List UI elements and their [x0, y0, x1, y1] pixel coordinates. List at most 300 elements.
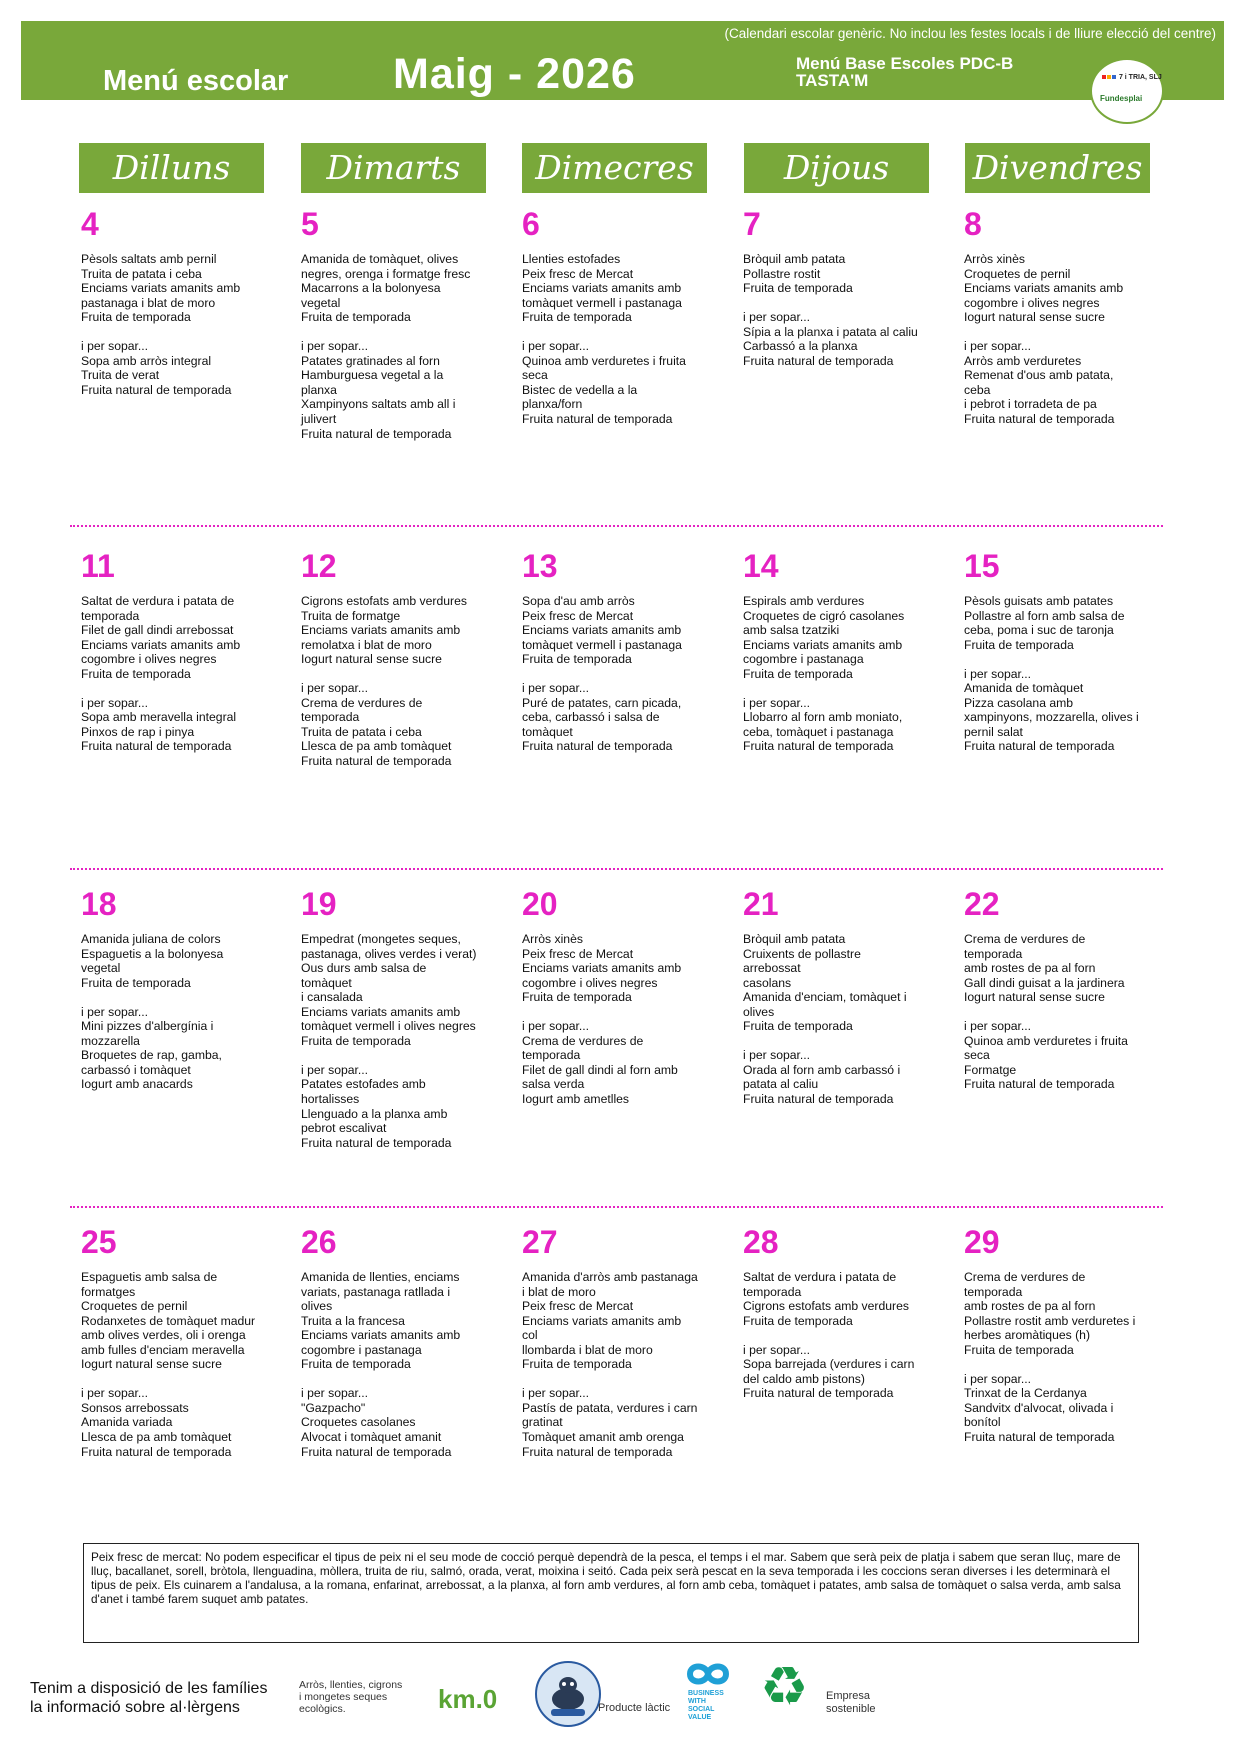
menu-line: amb salsa tzatziki [743, 623, 840, 638]
menu-line: Peix fresc de Mercat [522, 608, 634, 623]
menu-line: pebrot escalivat [301, 1121, 387, 1136]
menu-line: Saltat de verdura i patata de [81, 594, 235, 608]
menu-line: Pastís de patata, verdures i carn [522, 1400, 698, 1415]
menu-line: Enciams variats amanits amb [522, 623, 682, 638]
menu-line: Llobarro al forn amb moniato, [743, 710, 903, 725]
menu-line [743, 681, 921, 696]
menu-line: Fruita natural de temporada [743, 739, 894, 754]
menu-line: Formatge [964, 1062, 1017, 1077]
menu-line: negres, orenga i formatge fresc [301, 266, 471, 281]
bsv-text-line: SOCIAL [688, 1706, 715, 1713]
menu-line: Sandvitx d'alvocat, olivada i [964, 1400, 1114, 1415]
day-menu [301, 252, 479, 441]
day-number: 20 [522, 886, 558, 922]
menu-line: Fruita de temporada [81, 310, 191, 325]
menu-line: i per sopar... [301, 339, 369, 354]
menu-line: Mini pizzes d'albergínia i [81, 1019, 214, 1034]
menu-line: mozzarella [81, 1033, 140, 1048]
menu-line: Fruita natural de temporada [964, 1077, 1115, 1092]
menu-line: Quinoa amb verduretes i fruita [964, 1033, 1128, 1048]
menu-line: Fruita natural de temporada [522, 739, 673, 754]
day-menu [301, 932, 479, 1150]
logo-brand-text: 7 i TRIA, SLJ [1118, 74, 1162, 81]
menu-line: planxa [301, 382, 337, 397]
menu-name-line2: TASTA'M [796, 71, 869, 90]
menu-line [964, 652, 1142, 667]
allergen-line: la informació sobre al·lèrgens [30, 1699, 240, 1716]
menu-line: Amanida d'enciam, tomàquet i [743, 990, 907, 1005]
menu-line: Pollastre rostit [743, 266, 821, 281]
menu-line: Sípia a la planxa i patata al caliu [743, 324, 918, 339]
menu-line: tomàquet vermell i pastanaga [522, 637, 682, 652]
menu-line: "Gazpacho" [301, 1400, 366, 1415]
weekday-header: Dilluns [79, 143, 264, 193]
menu-line: Fruita de temporada [301, 1033, 411, 1048]
menu-line: seca [522, 368, 548, 383]
day-number: 28 [743, 1224, 779, 1260]
menu-line: casolans [743, 975, 792, 990]
menu-line: Crema de verdures de [301, 695, 423, 710]
day-number: 8 [964, 206, 982, 242]
company-logo [1090, 58, 1164, 124]
menu-line: Bròquil amb patata [743, 252, 846, 266]
menu-line [743, 1328, 921, 1343]
menu-line: i per sopar... [964, 1019, 1032, 1034]
day-number: 12 [301, 548, 337, 584]
menu-line [964, 1005, 1142, 1020]
menu-line: i per sopar... [81, 1004, 149, 1019]
menu-line: i per sopar... [301, 681, 369, 696]
menu-line: Macarrons a la bolonyesa [301, 281, 441, 296]
menu-line: Enciams variats amanits amb [301, 1004, 461, 1019]
menu-line: Fruita natural de temporada [743, 1092, 894, 1107]
menu-line: Alvocat i tomàquet amanit [301, 1430, 442, 1445]
menu-line: Pèsols guisats amb patates [964, 594, 1114, 608]
menu-line: Enciams variats amanits amb [301, 1328, 461, 1343]
day-menu [743, 932, 921, 1107]
menu-line [522, 1005, 700, 1020]
menu-line: Rodanxetes de tomàquet madur [81, 1313, 256, 1328]
day-menu [964, 932, 1142, 1092]
menu-line: cogombre i olives negres [522, 975, 658, 990]
day-menu [81, 594, 259, 754]
menu-line: Crema de verdures de [522, 1033, 644, 1048]
menu-line: Amanida variada [81, 1415, 173, 1430]
menu-line: Amanida juliana de colors [81, 932, 221, 946]
menu-line: temporada [301, 710, 360, 725]
month-title: Maig - 2026 [393, 50, 636, 98]
menu-line: Fruita de temporada [522, 1357, 632, 1372]
menu-line [301, 1372, 479, 1387]
menu-line: Iogurt amb anacards [81, 1077, 193, 1092]
menu-name-line1: Menú Base Escoles PDC-B [796, 54, 1014, 73]
allergen-line: Tenim a disposició de les famílies [30, 1680, 268, 1697]
menu-line: formatges [81, 1284, 136, 1299]
organic-line: i mongetes seques [299, 1691, 388, 1703]
menu-line: Fruita de temporada [522, 990, 632, 1005]
menu-line: Fruita natural de temporada [743, 353, 894, 368]
menu-line: Fruita natural de temporada [522, 1444, 673, 1459]
menu-line: Sopa d'au amb arròs [522, 594, 635, 608]
menu-line: Enciams variats amanits amb [522, 281, 682, 296]
day-menu [81, 252, 259, 397]
calendar-note: (Calendari escolar genèric. No inclou les festes locals i de lliure elecció del centre) [724, 26, 1216, 41]
menu-line: Fruita natural de temporada [964, 412, 1115, 427]
allergen-info [30, 1679, 267, 1717]
menu-line: Fruita natural de temporada [964, 1430, 1115, 1445]
sustainable-line: sostenible [826, 1703, 876, 1715]
day-menu [522, 594, 700, 754]
day-number: 26 [301, 1224, 337, 1260]
menu-line: Bistec de vedella a la planxa/forn [522, 382, 638, 412]
menu-line: Pizza casolana amb [964, 695, 1074, 710]
menu-line: i per sopar... [301, 1386, 369, 1401]
menu-line: Crema de verdures de [964, 1270, 1086, 1284]
menu-line: Pèsols saltats amb pernil [81, 252, 217, 266]
menu-line: Fruita de temporada [964, 637, 1074, 652]
menu-line: Fruita de temporada [81, 975, 191, 990]
menu-line: Gall dindi guisat a la jardinera [964, 975, 1125, 990]
menu-line: Iogurt amb ametlles [522, 1092, 630, 1107]
menu-line: patata al caliu [743, 1077, 819, 1092]
menu-line: Iogurt natural sense sucre [81, 1357, 222, 1372]
day-number: 14 [743, 548, 779, 584]
menu-line: Fruita de temporada [743, 1313, 853, 1328]
day-number: 15 [964, 548, 1000, 584]
menu-line: cogombre i olives negres [81, 652, 217, 667]
day-number: 6 [522, 206, 540, 242]
menu-line: Fruita natural de temporada [964, 739, 1115, 754]
fish-note-box: Peix fresc de mercat: No podem especificar el tipus de peix ni el seu mode de cocció perquè dependrà de la pesca, el temps i el mar. Sabem que serà peix de platja i sabem que seran lluç, mare de lluç, bacallanet, sorell, bròtola, llenguadina, mòllera, truita de riu, salmó, orada, verat, moixina i seitó. Cada peix serà pescat en la seva temporada i les coccions seran diverses i les determinarà el tipus de peix. Els cuinarem a l'andalusa, a la romana, enfarinat, arrebossat, a la planxa, al forn amb verdures, al forn amb ceba, tomàquet i patates, amb salsa de tomàquet o salsa verda, amb salsa d'anet i també farem suquet amb patates. [83, 1543, 1139, 1643]
menu-line: pernil salat [964, 724, 1023, 739]
menu-line: Croquetes de cigró casolanes [743, 608, 905, 623]
menu-line: Iogurt natural sense sucre [301, 652, 442, 667]
menu-line: Empedrat (mongetes seques, [301, 932, 461, 946]
menu-line [743, 296, 921, 311]
menu-line: Fruita natural de temporada [301, 426, 452, 441]
day-menu [743, 1270, 921, 1401]
menu-line: i per sopar... [743, 310, 811, 325]
menu-line: llombarda i blat de moro [522, 1342, 653, 1357]
menu-line: i per sopar... [81, 695, 149, 710]
menu-line: Amanida de tomàquet [964, 681, 1084, 696]
menu-line: Cigrons estofats amb verdures [301, 594, 467, 608]
day-number: 18 [81, 886, 117, 922]
menu-line: Enciams variats amanits amb [81, 281, 241, 296]
menu-line: Sopa amb meravella integral [81, 710, 237, 725]
menu-line: tomàquet [522, 724, 573, 739]
menu-line: carbassó i tomàquet [81, 1062, 191, 1077]
menu-line: Llenguado a la planxa amb [301, 1106, 448, 1121]
menu-line: Remenat d'ous amb patata, ceba [964, 368, 1114, 397]
menu-line: Puré de patates, carn picada, [522, 695, 682, 710]
menu-line: Fruita de temporada [743, 281, 853, 296]
menu-line: Truita de formatge [301, 608, 401, 623]
menu-line: Fruita natural de temporada [743, 1386, 894, 1401]
menu-line: Arròs xinès [522, 932, 583, 946]
menu-line: temporada [964, 1284, 1023, 1299]
menu-line [964, 1357, 1142, 1372]
menu-line: Amanida de tomàquet, olives [301, 252, 459, 266]
menu-line: Trinxat de la Cerdanya [964, 1386, 1087, 1401]
menu-name [796, 55, 1013, 89]
menu-line: olives [301, 1299, 333, 1314]
menu-line: temporada [964, 946, 1023, 961]
menu-line: i per sopar... [522, 339, 590, 354]
menu-line: Sonsos arrebossats [81, 1400, 189, 1415]
menu-line: Fruita de temporada [522, 310, 632, 325]
day-menu [964, 594, 1142, 754]
day-number: 22 [964, 886, 1000, 922]
menu-line: Fruita natural de temporada [301, 754, 452, 769]
day-menu [301, 1270, 479, 1459]
menu-line: i per sopar... [81, 339, 149, 354]
menu-line [81, 990, 259, 1005]
menu-line [81, 325, 259, 340]
menu-line: i per sopar... [964, 1371, 1032, 1386]
menu-line: i blat de moro [522, 1284, 596, 1299]
menu-line: Truita a la francesa [301, 1313, 405, 1328]
menu-line: Enciams variats amanits amb col [522, 1313, 682, 1343]
menu-line: herbes aromàtiques (h) [964, 1328, 1090, 1343]
menu-line: temporada [743, 1284, 802, 1299]
weekday-header: Dimarts [301, 143, 486, 193]
day-number: 25 [81, 1224, 117, 1260]
menu-line: Enciams variats amanits amb [301, 623, 461, 638]
menu-line: Sopa barrejada (verdures i carn [743, 1357, 915, 1372]
menu-line: i per sopar... [743, 1048, 811, 1063]
menu-line: Fruita natural de temporada [301, 1444, 452, 1459]
menu-line: Fruita de temporada [81, 666, 191, 681]
bsv-logo-text [688, 1690, 724, 1722]
menu-line: Fruita de temporada [743, 666, 853, 681]
weekday-header: Dijous [744, 143, 929, 193]
menu-line: Pollastre al forn amb salsa de [964, 608, 1125, 623]
week-separator [70, 1206, 1163, 1208]
menu-line: pastanaga i blat de moro [81, 295, 216, 310]
menu-line: Fruita de temporada [743, 1019, 853, 1034]
menu-line: Croquetes de pernil [964, 266, 1071, 281]
menu-line: i cansalada [301, 990, 363, 1005]
menu-line: Ous durs amb salsa de tomàquet [301, 961, 427, 990]
menu-line: ceba, carbassó i salsa de [522, 710, 660, 725]
menu-line: del caldo amb pistons) [743, 1371, 865, 1386]
menu-line: amb rostes de pa al forn [964, 1299, 1096, 1314]
menu-line: Truita de verat [81, 368, 160, 383]
menu-line: Patates estofades amb [301, 1077, 426, 1092]
menu-line: Carbassó a la planxa [743, 339, 858, 354]
menu-line: Quinoa amb verduretes i fruita [522, 353, 686, 368]
menu-line [964, 325, 1142, 340]
menu-line: Hamburguesa vegetal a la [301, 368, 444, 383]
day-menu [743, 594, 921, 754]
menu-line [522, 667, 700, 682]
menu-line [81, 681, 259, 696]
menu-line: Espirals amb verdures [743, 594, 865, 608]
menu-line: vegetal [301, 295, 341, 310]
menu-line: variats, pastanaga ratllada i [301, 1284, 451, 1299]
day-number: 27 [522, 1224, 558, 1260]
menu-line: Fruita de temporada [522, 652, 632, 667]
bsv-text-line: WITH [688, 1698, 706, 1705]
menu-line: i per sopar... [522, 681, 590, 696]
menu-line: Enciams variats amanits amb [964, 281, 1124, 296]
menu-line: Truita de patata i ceba [301, 724, 422, 739]
menu-line: i per sopar... [301, 1062, 369, 1077]
menu-line: Enciams variats amanits amb [522, 961, 682, 976]
day-menu [81, 932, 259, 1092]
menu-line: Espaguetis amb salsa de [81, 1270, 218, 1284]
menu-line: Filet de gall dindi arrebossat [81, 623, 234, 638]
menu-line: xampinyons, mozzarella, olives i [964, 710, 1139, 725]
menu-line: Pinxos de rap i pinya [81, 724, 195, 739]
menu-line: Fruita natural de temporada [81, 1444, 232, 1459]
page-title: Menú escolar [103, 65, 289, 97]
menu-line: bonítol [964, 1415, 1001, 1430]
menu-line: temporada [81, 608, 140, 623]
menu-line: pastanaga, olives verdes i verat) [301, 946, 477, 961]
menu-line: Crema de verdures de [964, 932, 1086, 946]
menu-line: Llesca de pa amb tomàquet [301, 739, 452, 754]
menu-line [522, 325, 700, 340]
day-number: 29 [964, 1224, 1000, 1260]
menu-line: ceba, tomàquet i pastanaga [743, 724, 894, 739]
organic-line: ecològics. [299, 1703, 346, 1715]
menu-line [81, 1372, 259, 1387]
menu-line [301, 1048, 479, 1063]
organic-info [299, 1679, 402, 1715]
menu-line: cogombre i olives negres [964, 295, 1100, 310]
menu-line: Pollastre rostit amb verduretes i [964, 1313, 1136, 1328]
menu-line: Croquetes de pernil [81, 1299, 188, 1314]
recycle-icon: ♻ [760, 1657, 809, 1717]
menu-line: cogombre i pastanaga [301, 1342, 422, 1357]
day-menu [964, 252, 1142, 427]
menu-line [743, 1034, 921, 1049]
menu-line: Enciams variats amanits amb [81, 637, 241, 652]
menu-line: Bròquil amb patata [743, 932, 846, 946]
menu-line [522, 1372, 700, 1387]
menu-line: i per sopar... [81, 1386, 149, 1401]
menu-line [301, 667, 479, 682]
km0-logo: km.0 [438, 1684, 498, 1714]
menu-line: Xampinyons saltats amb all i [301, 397, 456, 412]
menu-line: Peix fresc de Mercat [522, 946, 634, 961]
menu-line: amb fulles d'enciam meravella [81, 1342, 245, 1357]
menu-line: ceba, poma i suc de taronja [964, 623, 1114, 638]
menu-line: Sopa amb arròs integral [81, 353, 212, 368]
menu-line: salsa verda [522, 1077, 585, 1092]
menu-line: Fruita natural de temporada [522, 412, 673, 427]
menu-line: Arròs amb verduretes [964, 353, 1082, 368]
day-menu [522, 1270, 700, 1459]
week-separator [70, 525, 1163, 527]
menu-line: amb olives verdes, oli i orenga [81, 1328, 246, 1343]
menu-line: Amanida de llenties, enciams [301, 1270, 460, 1284]
menu-line: amb rostes de pa al forn [964, 961, 1096, 976]
menu-line: Fruita de temporada [301, 1357, 411, 1372]
day-number: 4 [81, 206, 99, 242]
menu-line: tomàquet vermell i pastanaga [522, 295, 682, 310]
menu-line: gratinat [522, 1415, 563, 1430]
menu-line: i per sopar... [743, 695, 811, 710]
menu-line: Filet de gall dindi al forn amb [522, 1062, 678, 1077]
menu-line: Saltat de verdura i patata de [743, 1270, 897, 1284]
fundesplai-logo: Fundesplai [1100, 94, 1143, 103]
week-separator [70, 868, 1163, 870]
menu-line: i per sopar... [964, 339, 1032, 354]
menu-line: Fruita natural de temporada [81, 382, 232, 397]
bsv-text-line: VALUE [688, 1714, 712, 1721]
organic-line: Arròs, llenties, cigrons [299, 1679, 403, 1691]
menu-line: Fruita natural de temporada [301, 1135, 452, 1150]
menu-line: Llenties estofades [522, 252, 621, 266]
menu-line: seca [964, 1048, 990, 1063]
menu-line: Croquetes casolanes [301, 1415, 416, 1430]
day-menu [743, 252, 921, 368]
menu-line: i per sopar... [522, 1386, 590, 1401]
menu-line: Broquetes de rap, gamba, [81, 1048, 222, 1063]
menu-line: Truita de patata i ceba [81, 266, 202, 281]
bsv-text-line: BUSINESS [688, 1690, 724, 1697]
weekday-header: Divendres [965, 143, 1150, 193]
menu-line: Iogurt natural sense sucre [964, 990, 1105, 1005]
menu-line: Cigrons estofats amb verdures [743, 1299, 909, 1314]
day-menu [81, 1270, 259, 1459]
menu-line: Enciams variats amanits amb [743, 637, 903, 652]
day-number: 7 [743, 206, 761, 242]
menu-line: Cruixents de pollastre arrebossat [743, 946, 861, 976]
menu-line: tomàquet vermell i olives negres [301, 1019, 476, 1034]
day-number: 5 [301, 206, 319, 242]
dairy-farm-logo [535, 1661, 601, 1727]
menu-line: Espaguetis a la bolonyesa [81, 946, 224, 961]
menu-line: Patates gratinades al forn [301, 353, 440, 368]
logo-brand [1102, 74, 1162, 81]
menu-line: vegetal [81, 961, 121, 976]
day-number: 11 [81, 548, 115, 584]
menu-line: Fruita de temporada [964, 1342, 1074, 1357]
menu-line: i per sopar... [964, 666, 1032, 681]
menu-line: Llesca de pa amb tomàquet [81, 1430, 232, 1445]
day-menu [522, 252, 700, 427]
menu-line: Amanida d'arròs amb pastanaga [522, 1270, 698, 1284]
menu-line: Peix fresc de Mercat [522, 1299, 634, 1314]
header-banner [21, 21, 1224, 100]
menu-line: julivert [301, 412, 337, 427]
menu-line: hortalisses [301, 1092, 360, 1107]
menu-line: Fruita de temporada [301, 310, 411, 325]
dairy-label: Producte làctic [598, 1702, 671, 1714]
cow-icon [537, 1663, 599, 1725]
day-menu [964, 1270, 1142, 1445]
sustainable-label [826, 1690, 876, 1716]
day-number: 21 [743, 886, 779, 922]
day-menu [301, 594, 479, 769]
menu-line: i pebrot i torradeta de pa [964, 397, 1097, 412]
weekday-header: Dimecres [522, 143, 707, 193]
menu-line: Orada al forn amb carbassó i [743, 1062, 901, 1077]
menu-line: remolatxa i blat de moro [301, 637, 432, 652]
day-number: 19 [301, 886, 337, 922]
menu-line: olives [743, 1004, 775, 1019]
menu-line: Fruita natural de temporada [81, 739, 232, 754]
menu-line: i per sopar... [743, 1342, 811, 1357]
menu-line: temporada [522, 1048, 581, 1063]
menu-line [301, 325, 479, 340]
menu-line: Arròs xinès [964, 252, 1025, 266]
menu-line: i per sopar... [522, 1019, 590, 1034]
